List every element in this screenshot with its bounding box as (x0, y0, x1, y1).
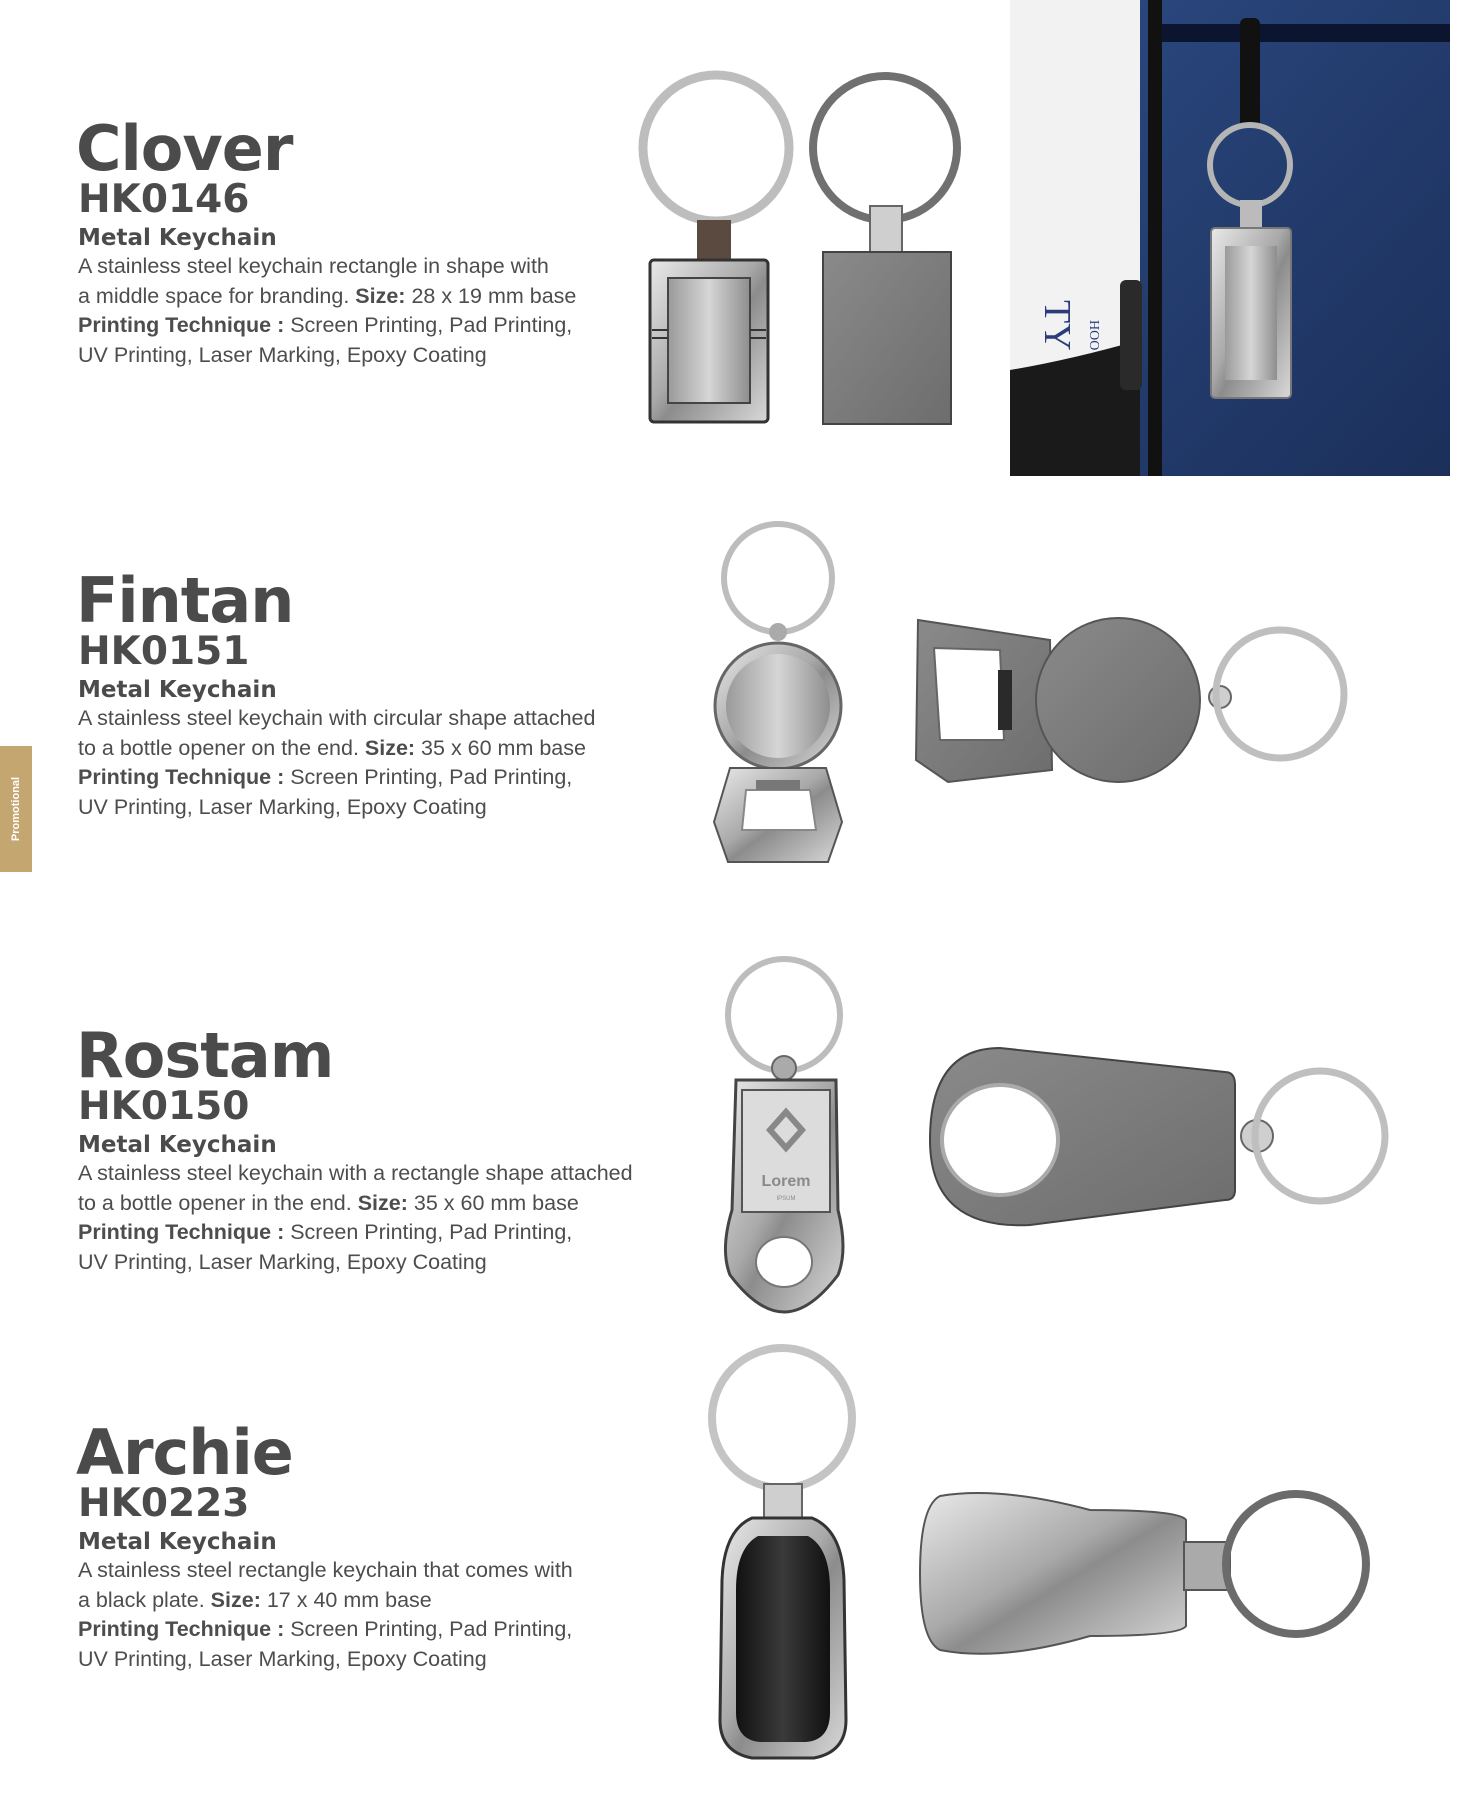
product-description: A stainless steel keychain with circular shape attached to a bottle opener on the end. Size: 35 x 60 mm base Printing Technique : Screen Printing, Pad Printing, UV Printing, Laser Marking, Epoxy Coating (78, 706, 596, 819)
product-description: A stainless steel keychain with a rectangle shape attached to a bottle opener in the end. Size: 35 x 60 mm base Printing Technique : Screen Printing, Pad Printing, UV Printing, Laser Marking, Epoxy Coating (78, 1161, 633, 1274)
product-type: Metal Keychain (78, 1529, 277, 1555)
clover-keychain-front-image (643, 75, 789, 422)
product-name: Fintan (76, 564, 294, 637)
product-type: Metal Keychain (78, 225, 277, 251)
fintan-keychain-front-image (714, 524, 842, 862)
product-name: Clover (76, 112, 293, 185)
product-type: Metal Keychain (78, 1132, 277, 1158)
product-name: Archie (76, 1416, 293, 1489)
bag-print-text: TY (1036, 300, 1078, 351)
plate-logo-subtext: IPSUM (776, 1196, 796, 1202)
product-description: A stainless steel rectangle keychain that comes with a black plate. Size: 17 x 40 mm base Printing Technique : Screen Printing, Pad Printing, UV Printing, Laser Marking, Epoxy Coating (78, 1558, 573, 1671)
rostam-keychain-back-image (930, 1048, 1385, 1225)
product-code: HK0151 (78, 629, 250, 674)
side-tab-label: Promotional (10, 776, 22, 842)
clover-lifestyle-photo (1010, 0, 1450, 476)
fintan-keychain-back-image (916, 618, 1344, 782)
archie-keychain-back-image (920, 1493, 1366, 1654)
rostam-keychain-front-image (725, 959, 843, 1312)
product-description: A stainless steel keychain rectangle in shape with a middle space for branding. Size: 28 x 19 mm base Printing Technique : Screen Printing, Pad Printing, UV Printing, Laser Marking, Epoxy Coating (78, 254, 577, 367)
archie-keychain-front-image (712, 1348, 852, 1758)
product-name: Rostam (76, 1019, 334, 1092)
product-code: HK0223 (78, 1481, 250, 1526)
product-type: Metal Keychain (78, 677, 277, 703)
product-code: HK0150 (78, 1084, 250, 1129)
bag-print-subtext: HOO (1086, 320, 1101, 351)
product-code: HK0146 (78, 177, 250, 222)
plate-logo-text: Lorem (761, 1173, 811, 1190)
clover-keychain-back-image (813, 76, 957, 424)
